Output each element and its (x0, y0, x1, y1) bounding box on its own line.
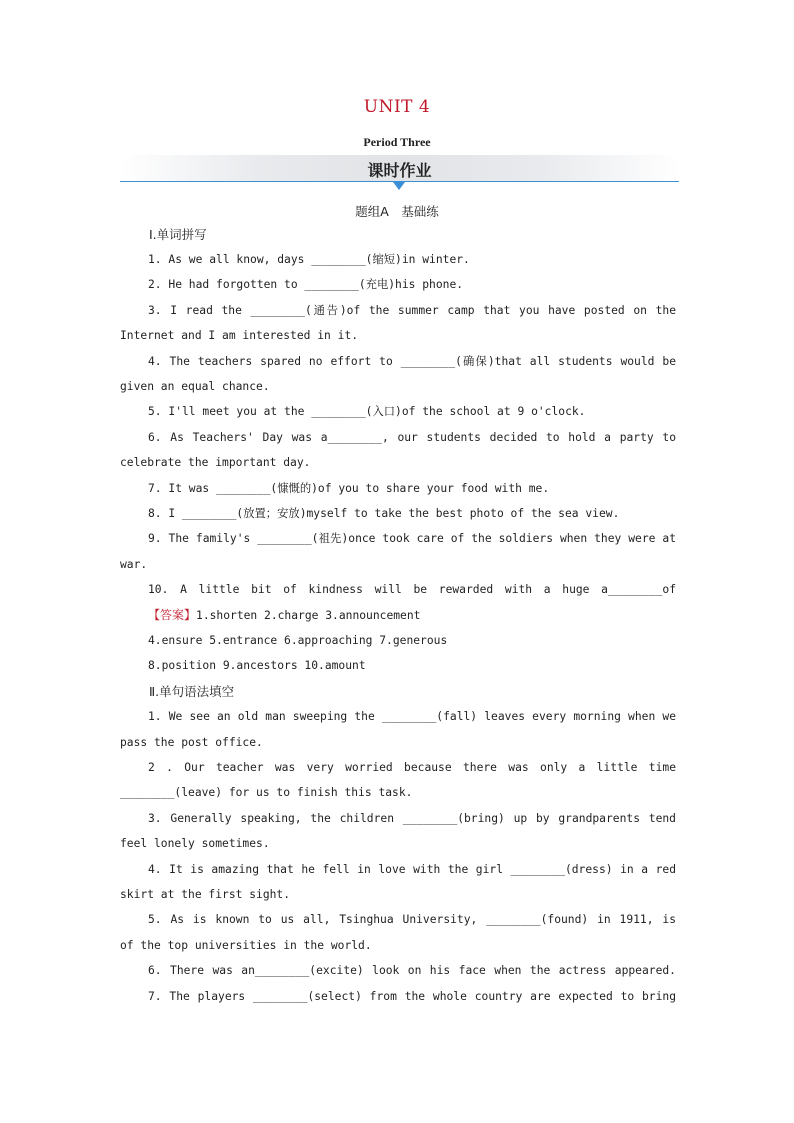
question-line: 5. I'll meet you at the ________(入口)of the school at 9 o'clock. (148, 405, 586, 418)
question-line: war. (120, 558, 148, 571)
question-line: feel lonely sometimes. (120, 837, 270, 850)
question-line: 4. The teachers spared no effort to ________(确保)that all students would be (148, 355, 676, 368)
question-line: 6. As Teachers' Day was a________, our students decided to hold a party to (148, 431, 676, 444)
question-line: 2. He had forgotten to ________(充电)his phone. (148, 278, 464, 291)
question-line: 9. The family's ________(祖先)once took care of the soldiers when they were at (148, 532, 676, 545)
question-line: given an equal chance. (120, 380, 270, 393)
question-line: 3. I read the ________(通告)of the summer camp that you have posted on the (148, 304, 676, 317)
group-title: 题组A 基础练 (355, 204, 439, 219)
answer-line: 8.position 9.ancestors 10.amount (148, 659, 366, 672)
question-line: ________(leave) for us to finish this task. (120, 786, 413, 799)
banner-title: 课时作业 (367, 161, 432, 180)
question-line: 6. There was an________(excite) look on his face when the actress appeared. (148, 964, 676, 977)
question-line: 5. As is known to us all, Tsinghua University, ________(found) in 1911, is (148, 913, 676, 926)
section1-title: Ⅰ.单词拼写 (149, 227, 207, 242)
question-line: 1. We see an old man sweeping the ________(fall) leaves every morning when we (148, 710, 676, 723)
section2-title: Ⅱ.单句语法填空 (149, 684, 235, 699)
question-line: 8. I ________(放置；安放)myself to take the best photo of the sea view. (148, 507, 620, 520)
question-line: celebrate the important day. (120, 456, 311, 469)
question-line: of the top universities in the world. (120, 939, 372, 952)
question-line: Internet and I am interested in it. (120, 329, 359, 342)
answer-line (148, 607, 704, 624)
unit-title: UNIT 4 (363, 97, 431, 117)
homework-banner (120, 155, 679, 185)
question-line: 2 . Our teacher was very worried because there was only a little time (148, 761, 676, 774)
answer-text: 1.shorten 2.charge 3.announcement (196, 609, 421, 622)
question-line: 7. It was ________(慷慨的)of you to share your food with me. (148, 482, 550, 495)
period-title: Period Three (363, 135, 431, 149)
question-line: 1. As we all know, days ________(缩短)in winter. (148, 253, 470, 266)
question-line: 7. The players ________(select) from the whole country are expected to bring (148, 990, 676, 1003)
question-line: 3. Generally speaking, the children ________(bring) up by grandparents tend (148, 812, 676, 825)
answer-tag: 【答案】 (148, 608, 197, 622)
triangle-down-icon (393, 182, 405, 190)
question-line: 10. A little bit of kindness will be rewarded with a huge a________of (148, 583, 676, 596)
answer-line: 4.ensure 5.entrance 6.approaching 7.generous (148, 634, 448, 647)
question-line: 4. It is amazing that he fell in love with the girl ________(dress) in a red (148, 863, 676, 876)
question-line: skirt at the first sight. (120, 888, 291, 901)
question-line: pass the post office. (120, 736, 263, 749)
